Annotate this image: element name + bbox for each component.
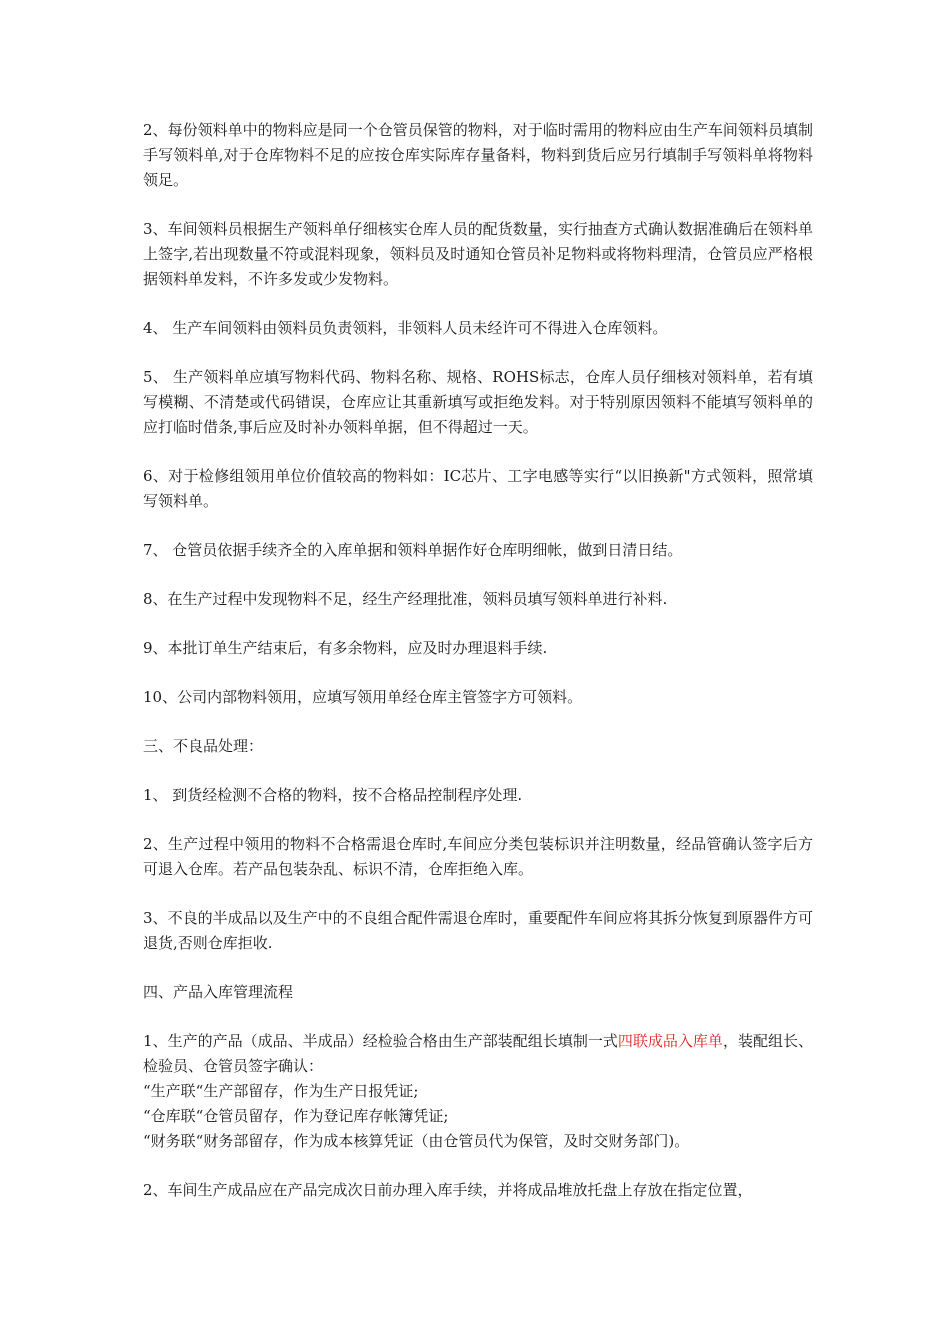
paragraph-defective-3: 3、不良的半成品以及生产中的不良组合配件需退仓库时，重要配件车间应将其拆分恢复到原器件方可退货,否则仓库拒收. <box>143 909 813 952</box>
paragraph-item-3: 3、车间领料员根据生产领料单仔细核实仓库人员的配货数量，实行抽查方式确认数据准确后在领料单上签字,若出现数量不符或混料现象，领料员及时通知仓管员补足物料或将物料理清，仓管员应严格根据领料单发料，不许多发或少发物料。 <box>143 220 813 288</box>
paragraph-item-6: 6、对于检修组领用单位价值较高的物料如：IC芯片、工字电感等实行“以旧换新"方式领料，照常填写领料单。 <box>143 467 813 510</box>
paragraph-item-2: 2、每份领料单中的物料应是同一个仓管员保管的物料，对于临时需用的物料应由生产车间领料员填制手写领料单,对于仓库物料不足的应按仓库实际库存量备料，物料到货后应另行填制手写领料单将物料领足。 <box>143 121 813 189</box>
paragraph-defective-2: 2、生产过程中领用的物料不合格需退仓库时,车间应分类包装标识并注明数量，经品管确认签字后方可退入仓库。若产品包装杂乱、标识不清，仓库拒绝入库。 <box>143 835 813 878</box>
paragraph-item-7: 7、 仓管员依据手续齐全的入库单据和领料单据作好仓库明细帐，做到日清日结。 <box>143 541 683 559</box>
section-heading-defective: 三、不良品处理： <box>143 737 264 755</box>
paragraph-item-5: 5、 生产领料单应填写物料代码、物料名称、规格、ROHS标志，仓库人员仔细核对领料单，若有填写模糊、不清楚或代码错误，仓库应让其重新填写或拒绝发料。对于特别原因领料不能填写领料单的应打临时借条,事后应及时补办领料单据，但不得超过一天。 <box>143 368 813 436</box>
paragraph-warehousing-1 <box>143 1029 813 1154</box>
paragraph-defective-1: 1、 到货经检测不合格的物料，按不合格品控制程序处理. <box>143 786 523 804</box>
paragraph-item-9: 9、本批订单生产结束后，有多余物料，应及时办理退料手续. <box>143 639 548 657</box>
copy-line-finance: “财务联“财务部留存，作为成本核算凭证（由仓管员代为保管，及时交财务部门)。 <box>143 1132 690 1150</box>
paragraph-item-10: 10、公司内部物料领用，应填写领用单经仓库主管签字方可领料。 <box>143 688 583 706</box>
paragraph-item-4: 4、 生产车间领料由领料员负责领料，非领料人员未经许可不得进入仓库领料。 <box>143 319 668 337</box>
copy-line-production: “生产联“生产部留存，作为生产日报凭证; <box>143 1082 419 1100</box>
paragraph-warehousing-2: 2、车间生产成品应在产品完成次日前办理入库手续，并将成品堆放托盘上存放在指定位置， <box>143 1181 753 1199</box>
section-heading-warehousing: 四、产品入库管理流程 <box>143 983 294 1001</box>
document-page <box>143 118 813 1203</box>
warehousing-1-after: ，装配组长、检验员、仓管员签字确认： <box>143 1032 813 1075</box>
warehousing-1-before: 1、生产的产品（成品、半成品）经检验合格由生产部装配组长填制一式 <box>143 1032 618 1050</box>
red-highlight-form-name: 四联成品入库单 <box>617 1032 723 1050</box>
copy-line-warehouse: “仓库联“仓管员留存，作为登记库存帐簿凭证; <box>143 1107 449 1125</box>
paragraph-item-8: 8、在生产过程中发现物料不足，经生产经理批准，领料员填写领料单进行补料. <box>143 590 668 608</box>
